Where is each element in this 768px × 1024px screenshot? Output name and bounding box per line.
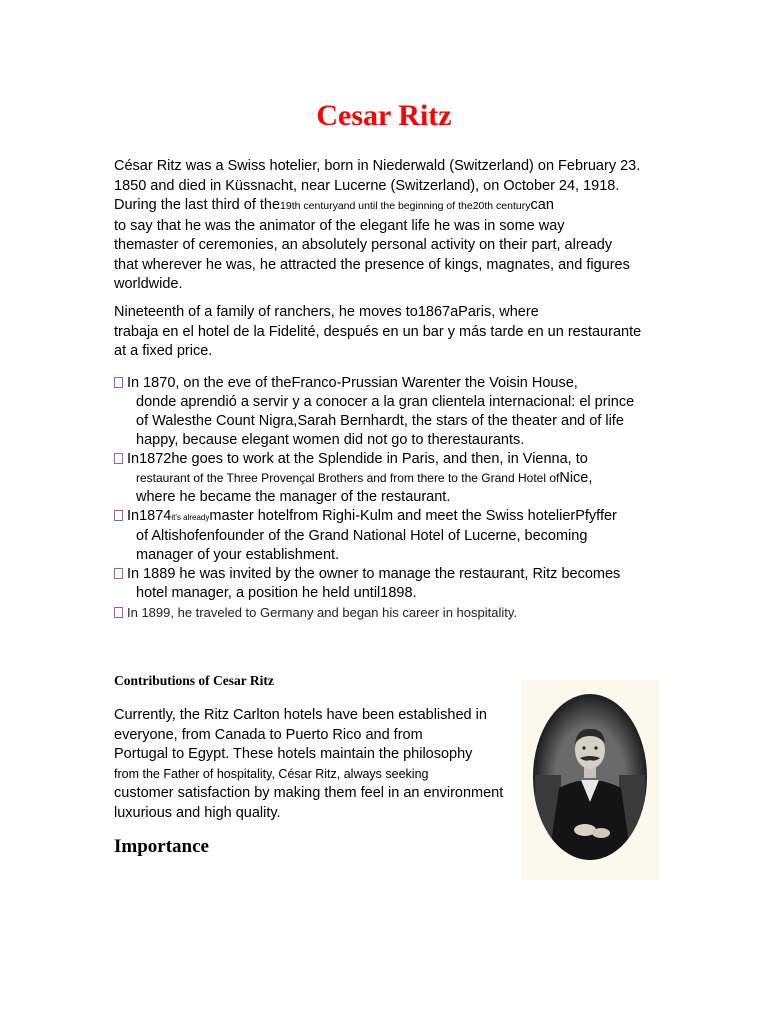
bullet-icon bbox=[114, 568, 123, 579]
text-line: Currently, the Ritz Carlton hotels have been established in bbox=[114, 707, 487, 723]
contributions-heading: Contributions of Cesar Ritz bbox=[114, 673, 274, 688]
text-line: César Ritz was a Swiss hotelier, born in Niederwald (Switzerland) on February 23. bbox=[114, 158, 641, 174]
text-line: to say that he was the animator of the elegant life he was in some way bbox=[114, 217, 565, 234]
text-line: Portugal to Egypt. These hotels maintain the philosophy bbox=[114, 746, 473, 762]
portrait-image bbox=[521, 680, 659, 880]
bullet-icon bbox=[114, 453, 123, 464]
text-run-small: 20th century bbox=[472, 200, 531, 212]
text-line: where he became the manager of the restaurant. bbox=[136, 489, 451, 505]
text-run-small: restaurant of the Three Provençal Brothers and from there to the Grand Hotel of bbox=[136, 471, 560, 485]
text-line: that wherever he was, he attracted the presence of kings, magnates, and figures bbox=[114, 256, 630, 273]
text-line: of Altishofenfounder of the Grand National Hotel of Lucerne, becoming bbox=[136, 528, 588, 544]
text-run: can bbox=[530, 197, 554, 213]
career-list bbox=[114, 374, 674, 622]
list-item bbox=[114, 565, 674, 603]
portrait-photo bbox=[521, 680, 659, 880]
text-line: customer satisfaction by making them feel in an environment bbox=[114, 785, 504, 801]
contributions-paragraph bbox=[114, 706, 514, 823]
text-line: themaster of ceremonies, an absolutely personal activity on their part, already bbox=[114, 237, 613, 253]
intro-paragraph bbox=[114, 157, 674, 295]
text-line: worldwide. bbox=[114, 276, 183, 292]
list-item bbox=[114, 374, 674, 450]
text-run: In1872he goes to work at the Splendide in Paris, and then, in Vienna, to bbox=[127, 451, 588, 467]
bullet-icon bbox=[114, 510, 123, 521]
family-paragraph bbox=[114, 303, 674, 362]
text-run: In1874 bbox=[127, 508, 172, 524]
text-line bbox=[114, 507, 674, 527]
text-run: In 1899, he traveled to Germany and began his career in hospitality. bbox=[127, 605, 517, 620]
text-line: happy, because elegant women did not go to therestaurants. bbox=[136, 432, 525, 448]
list-item bbox=[114, 603, 674, 622]
text-line: donde aprendió a servir y a conocer a la gran clientela internacional: el prince bbox=[136, 394, 635, 410]
text-line: from the Father of hospitality, César Ritz, always seeking bbox=[114, 766, 429, 781]
text-run: Nice, bbox=[559, 470, 593, 486]
text-line: at a fixed price. bbox=[114, 343, 213, 359]
text-line: everyone, from Canada to Puerto Rico and from bbox=[114, 726, 423, 743]
text-line: trabaja en el hotel de la Fidelité, después en un bar y más tarde en un restaurante bbox=[114, 323, 642, 340]
text-line bbox=[114, 565, 674, 584]
text-line: manager of your establishment. bbox=[136, 547, 340, 563]
text-line: hotel manager, a position he held until1898. bbox=[136, 585, 417, 601]
page-title: Cesar Ritz bbox=[316, 99, 452, 132]
text-line bbox=[114, 450, 674, 469]
text-line bbox=[114, 469, 674, 488]
bullet-icon bbox=[114, 377, 123, 388]
text-run-small: 19th century bbox=[280, 200, 338, 212]
text-run: In 1889 he was invited by the owner to manage the restaurant, Ritz becomes bbox=[127, 566, 621, 582]
text-run: In 1870, on the eve of theFranco-Prussian Warenter the Voisin House, bbox=[127, 375, 578, 391]
text-run-small: it's already bbox=[171, 513, 210, 522]
importance-heading: Importance bbox=[114, 836, 209, 857]
text-line: Nineteenth of a family of ranchers, he moves to1867aParis, where bbox=[114, 304, 539, 320]
text-run-small: and until the beginning of the bbox=[337, 200, 473, 212]
text-line bbox=[114, 196, 674, 217]
list-item bbox=[114, 450, 674, 507]
text-line bbox=[114, 374, 674, 393]
list-item bbox=[114, 507, 674, 565]
text-line: luxurious and high quality. bbox=[114, 804, 281, 821]
text-line: of Walesthe Count Nigra,Sarah Bernhardt, the stars of the theater and of life bbox=[136, 413, 624, 429]
text-line bbox=[114, 603, 674, 622]
text-line: 1850 and died in Küssnacht, near Lucerne (Switzerland), on October 24, 1918. bbox=[114, 177, 620, 194]
text-run: master hotelfrom Righi-Kulm and meet the Swiss hotelierPfyffer bbox=[209, 508, 617, 524]
text-run: During the last third of the bbox=[114, 197, 281, 213]
bullet-icon bbox=[114, 607, 123, 618]
